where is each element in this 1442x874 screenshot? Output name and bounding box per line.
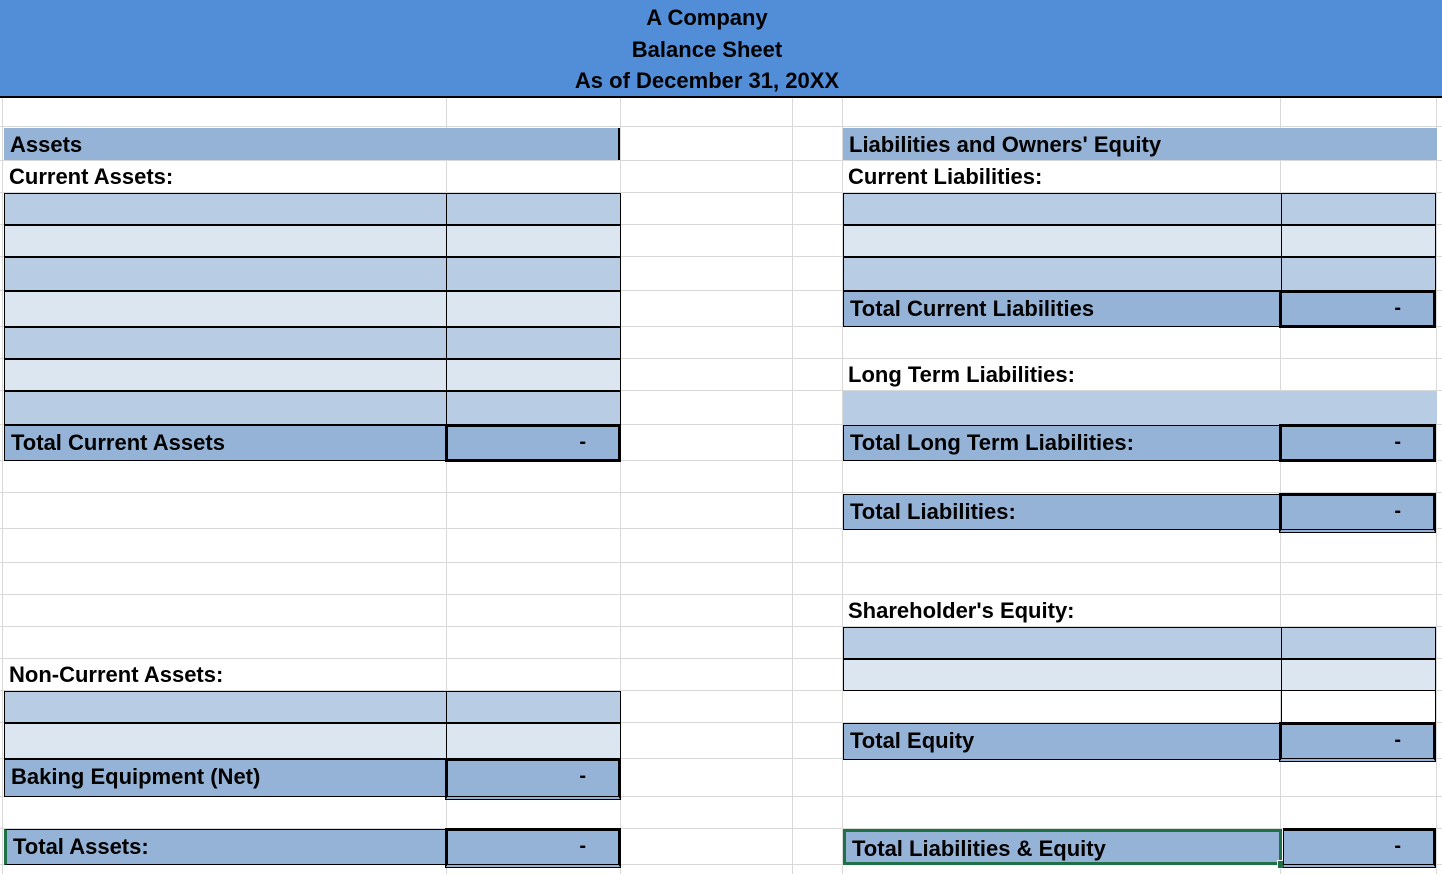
current-asset-name-cell[interactable] [4,193,447,225]
current-liability-value-cell[interactable] [1281,225,1436,257]
non-current-asset-name-cell[interactable] [4,723,447,759]
current-asset-name-cell[interactable] [4,359,447,391]
total-assets-value[interactable]: - [445,828,621,868]
total-equity-value[interactable]: - [1279,722,1436,762]
total-current-assets-label[interactable]: Total Current Assets [4,425,447,461]
current-asset-name-cell[interactable] [4,391,447,425]
long-term-liability-row[interactable] [843,391,1437,425]
current-asset-value-cell[interactable] [446,193,621,225]
current-asset-value-cell[interactable] [446,257,621,291]
non-current-assets-label[interactable]: Non-Current Assets: [9,662,224,687]
liabilities-section-title[interactable]: Liabilities and Owners' Equity [843,128,1437,160]
current-asset-name-cell[interactable] [4,291,447,327]
current-liabilities-label[interactable]: Current Liabilities: [848,164,1043,189]
current-asset-name-cell[interactable] [4,257,447,291]
total-liabilities-equity-label[interactable]: Total Liabilities & Equity [843,829,1282,865]
current-liability-name-cell[interactable] [843,257,1282,291]
baking-equipment-value[interactable]: - [445,758,621,800]
current-liability-name-cell[interactable] [843,193,1282,225]
baking-equipment-label[interactable]: Baking Equipment (Net) [4,759,447,797]
non-current-asset-name-cell[interactable] [4,691,447,723]
current-asset-name-cell[interactable] [4,327,447,359]
current-asset-value-cell[interactable] [446,327,621,359]
current-asset-name-cell[interactable] [4,225,447,257]
non-current-asset-value-cell[interactable] [446,691,621,723]
total-liabilities-equity-value[interactable]: - [1283,828,1436,868]
total-current-assets-value[interactable]: - [445,424,621,462]
equity-name-cell[interactable] [843,659,1282,691]
current-asset-value-cell[interactable] [446,225,621,257]
equity-blank-cell[interactable] [1281,690,1436,724]
current-asset-value-cell[interactable] [446,359,621,391]
total-equity-label[interactable]: Total Equity [843,723,1282,760]
total-current-liabilities-label[interactable]: Total Current Liabilities [843,291,1282,327]
report-date[interactable]: As of December 31, 20XX [574,68,840,93]
total-long-term-liabilities-value[interactable]: - [1279,424,1436,462]
shareholders-equity-label[interactable]: Shareholder's Equity: [848,598,1075,623]
equity-name-cell[interactable] [843,627,1282,659]
report-header [0,0,1442,98]
current-asset-value-cell[interactable] [446,391,621,425]
total-current-liabilities-value[interactable]: - [1279,290,1436,328]
company-name[interactable]: A Company [646,5,768,30]
total-long-term-liabilities-label[interactable]: Total Long Term Liabilities: [843,425,1282,461]
long-term-liabilities-label[interactable]: Long Term Liabilities: [848,362,1075,387]
current-asset-value-cell[interactable] [446,291,621,327]
current-assets-label[interactable]: Current Assets: [9,164,174,189]
report-title[interactable]: Balance Sheet [631,37,783,62]
total-assets-label[interactable]: Total Assets: [4,829,447,865]
current-liability-name-cell[interactable] [843,225,1282,257]
non-current-asset-value-cell[interactable] [446,723,621,759]
equity-value-cell[interactable] [1281,659,1436,691]
current-liability-value-cell[interactable] [1281,257,1436,291]
total-liabilities-label[interactable]: Total Liabilities: [843,494,1282,530]
equity-value-cell[interactable] [1281,627,1436,659]
current-liability-value-cell[interactable] [1281,193,1436,225]
total-liabilities-value[interactable]: - [1279,493,1436,533]
assets-section-title[interactable]: Assets [4,128,620,160]
